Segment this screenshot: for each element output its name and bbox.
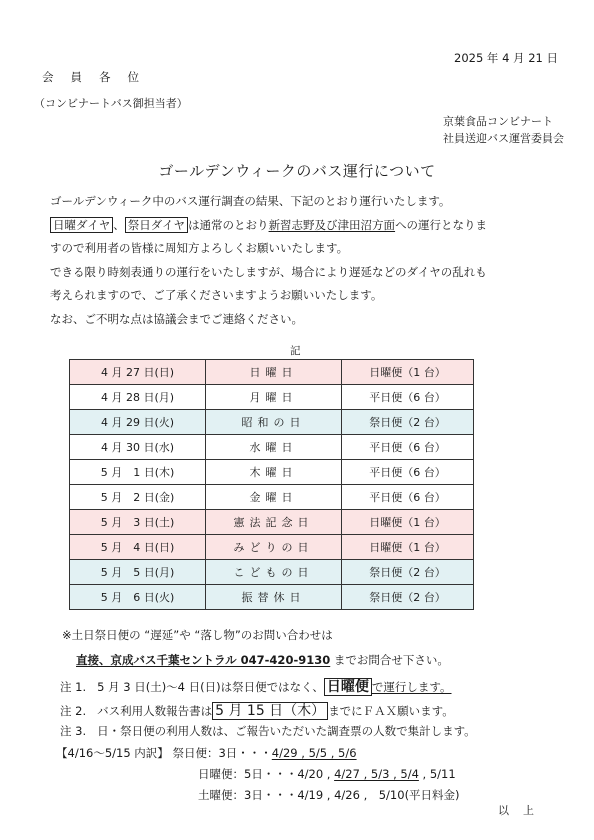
table-row bbox=[70, 485, 474, 510]
body-line-4: できる限り時刻表通りの運行をいたしますが、場合により遅延などのダイヤの乱れも bbox=[50, 264, 487, 279]
schedule-table bbox=[69, 359, 474, 610]
note-1-label: 注 1. bbox=[60, 680, 87, 694]
table-row bbox=[70, 535, 474, 560]
schedule-service: 祭日便（2 台） bbox=[342, 410, 474, 435]
addressee-sub: （コンビナートバス御担当者） bbox=[34, 97, 188, 110]
schedule-service: 祭日便（2 台） bbox=[342, 585, 474, 610]
breakdown-holiday bbox=[56, 745, 357, 761]
table-row bbox=[70, 585, 474, 610]
note-1-emphasis: 日曜便 bbox=[324, 678, 372, 696]
sender-org: 京葉食品コンビナート bbox=[443, 115, 553, 128]
schedule-date: 5 月 2 日(金) bbox=[70, 485, 206, 510]
schedule-service: 日曜便（1 台） bbox=[342, 510, 474, 535]
table-row bbox=[70, 360, 474, 385]
breakdown-holiday-items: 4/29 , 5/5 , 5/6 bbox=[271, 746, 357, 760]
schedule-day: 木曜日 bbox=[206, 460, 342, 485]
schedule-day: 金曜日 bbox=[206, 485, 342, 510]
schedule-service: 祭日便（2 台） bbox=[342, 560, 474, 585]
contact-line-1: ※土日祭日便の “遅延”や “落し物”のお問い合わせは bbox=[62, 628, 333, 642]
breakdown-sunday-head: 日曜便：5日・・・4/20 , bbox=[198, 767, 335, 781]
body-line-2 bbox=[50, 214, 487, 238]
body-line-5: 考えられますので、ご了承くださいますようお願いいたします。 bbox=[50, 288, 383, 302]
table-row bbox=[70, 435, 474, 460]
body-line-2-mid: は通常のとおり bbox=[188, 217, 269, 232]
breakdown-sunday-items: 4/27 , 5/3 , 5/4 bbox=[334, 767, 419, 781]
breakdown-sunday bbox=[198, 766, 456, 782]
breakdown-saturday: 土曜便：3日・・・4/19 , 4/26 , 5/10(平日料金) bbox=[198, 788, 460, 802]
note-1-text-c: で運行します。 bbox=[371, 680, 452, 694]
route-name: 新習志野及び津田沼方面 bbox=[268, 217, 396, 232]
table-row bbox=[70, 385, 474, 410]
contact-line-2 bbox=[76, 652, 449, 668]
schedule-service: 日曜便（1 台） bbox=[342, 535, 474, 560]
sender-committee: 社員送迎バス運営委員会 bbox=[443, 132, 564, 145]
document-title: ゴールデンウィークのバス運行について bbox=[158, 162, 436, 180]
schedule-service: 平日便（6 台） bbox=[342, 485, 474, 510]
breakdown-label: 【4/16～5/15 内訳】 bbox=[56, 746, 169, 760]
schedule-service: 平日便（6 台） bbox=[342, 435, 474, 460]
schedule-day: こどもの日 bbox=[206, 560, 342, 585]
table-row bbox=[70, 510, 474, 535]
note-2-label: 注 2. bbox=[60, 704, 87, 718]
note-3-label: 注 3. bbox=[60, 724, 87, 738]
schedule-service: 平日便（6 台） bbox=[342, 460, 474, 485]
schedule-day: 月曜日 bbox=[206, 385, 342, 410]
schedule-service: 平日便（6 台） bbox=[342, 385, 474, 410]
sunday-schedule-label: 日曜ダイヤ bbox=[50, 217, 113, 233]
ki-heading: 記 bbox=[290, 345, 301, 357]
schedule-day: 憲法記念日 bbox=[206, 510, 342, 535]
schedule-service: 日曜便（1 台） bbox=[342, 360, 474, 385]
note-2-text-a: バス利用人数報告書は bbox=[97, 704, 213, 718]
schedule-day: 昭和の日 bbox=[206, 410, 342, 435]
schedule-day: みどりの日 bbox=[206, 535, 342, 560]
schedule-day: 振替休日 bbox=[206, 585, 342, 610]
body-text bbox=[50, 190, 487, 331]
document-date: 2025 年 4 月 21 日 bbox=[454, 51, 558, 65]
contact-phone: 直接、京成バス千葉セントラル 047-420-9130 bbox=[76, 653, 331, 667]
breakdown-holiday-head: 祭日便：3日・・・ bbox=[172, 746, 272, 760]
table-row bbox=[70, 560, 474, 585]
note-3 bbox=[60, 723, 476, 739]
contact-line-2-end: までお問合せ下さい。 bbox=[330, 653, 449, 667]
holiday-schedule-label: 祭日ダイヤ bbox=[125, 217, 188, 233]
schedule-date: 5 月 1 日(木) bbox=[70, 460, 206, 485]
breakdown-sunday-tail: , 5/11 bbox=[418, 767, 456, 781]
schedule-date: 5 月 4 日(日) bbox=[70, 535, 206, 560]
body-line-1: ゴールデンウィーク中のバス運行調査の結果、下記のとおり運行いたします。 bbox=[50, 194, 451, 208]
schedule-date: 4 月 29 日(火) bbox=[70, 410, 206, 435]
note-1-text-a: 5 月 3 日(土)～4 日(日)は祭日便ではなく、 bbox=[97, 680, 324, 694]
schedule-day: 日曜日 bbox=[206, 360, 342, 385]
note-2 bbox=[60, 700, 454, 720]
schedule-day: 水曜日 bbox=[206, 435, 342, 460]
schedule-date: 5 月 3 日(土) bbox=[70, 510, 206, 535]
note-2-text-c: までにＦＡＸ願います。 bbox=[328, 704, 454, 718]
body-line-6: なお、ご不明な点は協議会までご連絡ください。 bbox=[50, 311, 303, 326]
note-3-text: 日・祭日便の利用人数は、ご報告いただいた調査票の人数で集計します。 bbox=[97, 724, 476, 738]
addressee: 会員各位 bbox=[42, 70, 156, 84]
sender bbox=[443, 113, 564, 147]
note-2-deadline: 5 月 15 日（木） bbox=[212, 702, 328, 720]
schedule-date: 5 月 5 日(月) bbox=[70, 560, 206, 585]
closing-ijo: 以上 bbox=[498, 804, 548, 817]
schedule-date: 4 月 30 日(水) bbox=[70, 435, 206, 460]
schedule-date: 5 月 6 日(火) bbox=[70, 585, 206, 610]
body-line-2-end: への運行となりま bbox=[395, 217, 488, 232]
schedule-date: 4 月 27 日(日) bbox=[70, 360, 206, 385]
schedule-date: 4 月 28 日(月) bbox=[70, 385, 206, 410]
note-1 bbox=[60, 676, 452, 696]
separator: 、 bbox=[113, 217, 125, 232]
table-row bbox=[70, 410, 474, 435]
body-line-3: すので利用者の皆様に周知方よろしくお願いいたします。 bbox=[50, 241, 349, 255]
table-row bbox=[70, 460, 474, 485]
